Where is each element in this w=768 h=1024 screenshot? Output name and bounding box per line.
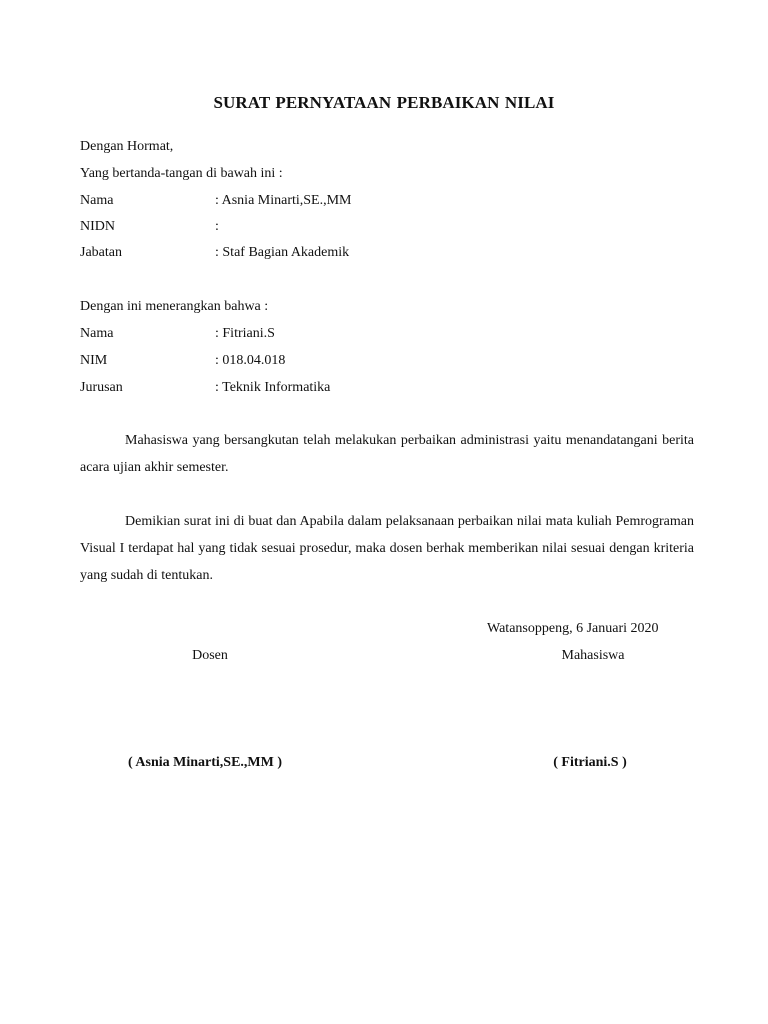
statement-intro: Dengan ini menerangkan bahwa :: [80, 299, 269, 314]
student-jurusan-value: : Teknik Informatika: [215, 380, 331, 395]
student-nim-label: NIM: [80, 353, 108, 368]
document-title: SURAT PERNYATAAN PERBAIKAN NILAI: [213, 93, 555, 112]
intro-line: Yang bertanda-tangan di bawah ini :: [80, 166, 283, 181]
signer-nama-label: Nama: [80, 193, 114, 208]
signer-nama-value: : Asnia Minarti,SE.,MM: [215, 193, 352, 208]
right-role-mahasiswa: Mahasiswa: [561, 648, 625, 663]
paragraph-administration: Mahasiswa yang bersangkutan telah melakukan perbaikan administrasi yaitu menandatangani berita acara ujian akhir semester.: [80, 433, 694, 475]
place-date: Watansoppeng, 6 Januari 2020: [487, 621, 659, 636]
right-signature-name: ( Fitriani.S ): [553, 755, 627, 770]
student-nama-label: Nama: [80, 326, 114, 341]
paragraph-closing: Demikian surat ini di buat dan Apabila dalam pelaksanaan perbaikan nilai mata kuliah Pemrograman Visual I terdapat hal yang tidak sesuai prosedur, maka dosen berhak memberikan nilai sesuai dengan kriteria yang sudah di tentukan.: [80, 514, 694, 583]
student-nama-value: : Fitriani.S: [215, 326, 275, 341]
signer-nidn-label: NIDN: [80, 219, 115, 234]
signer-jabatan-value: : Staf Bagian Akademik: [215, 245, 350, 260]
signer-jabatan-label: Jabatan: [80, 245, 122, 260]
signer-nidn-value: :: [215, 219, 219, 234]
left-signature-name: ( Asnia Minarti,SE.,MM ): [128, 755, 282, 770]
left-role-dosen: Dosen: [192, 648, 228, 663]
greeting: Dengan Hormat,: [80, 139, 174, 154]
student-jurusan-label: Jurusan: [80, 380, 123, 395]
student-nim-value: : 018.04.018: [215, 353, 286, 368]
